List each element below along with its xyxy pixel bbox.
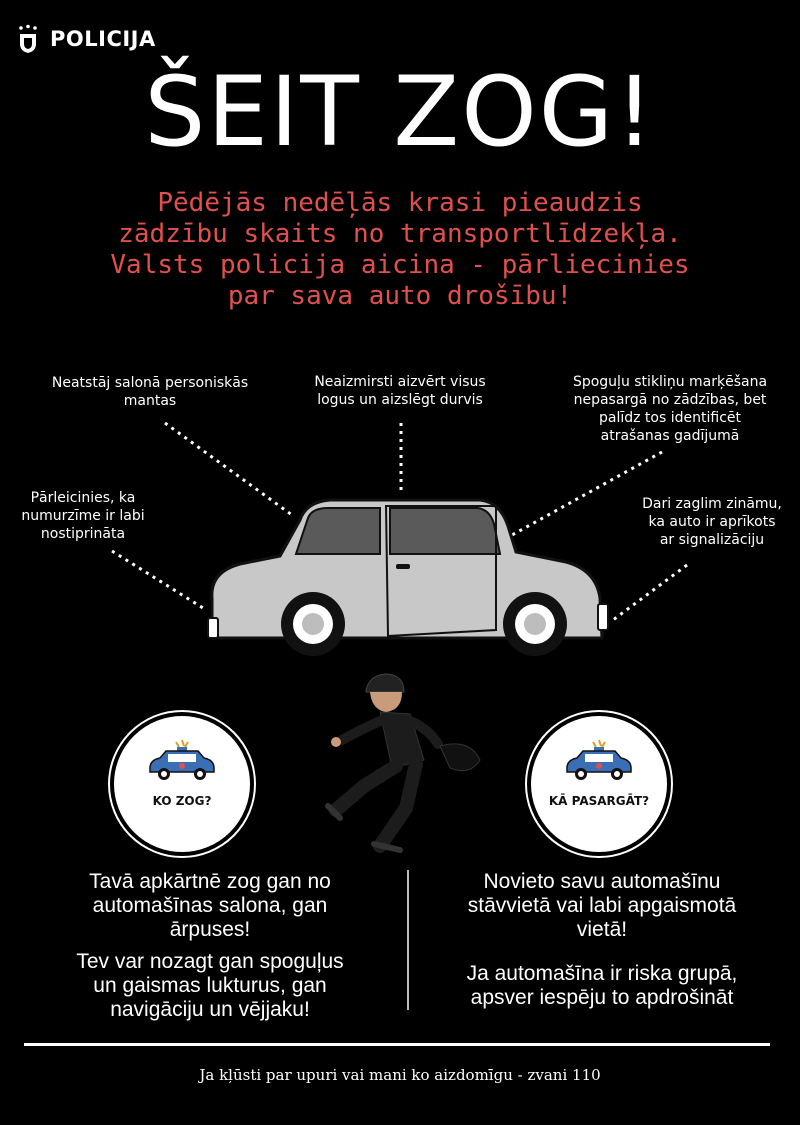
left-column-p1 bbox=[40, 870, 380, 942]
subtitle-line: zādzību skaits no transportlīdzekļa. bbox=[118, 219, 682, 249]
tip-line: mantas bbox=[123, 393, 177, 409]
tip-line: Spoguļu stikliņu marķēšana bbox=[572, 374, 768, 390]
page-title: ŠEIT ZOG! bbox=[144, 56, 656, 168]
tip-line: ar signalizāciju bbox=[659, 532, 765, 548]
text-line: ārpuses! bbox=[169, 918, 251, 941]
text-line: Novieto savu automašīnu bbox=[483, 870, 721, 893]
tip-line: Neaizmirsti aizvērt visus bbox=[314, 374, 486, 390]
tip-line: Pārleicinies, ka bbox=[30, 490, 136, 506]
subtitle-line: Pēdējās nedēļās krasi pieaudzis bbox=[157, 188, 643, 218]
tip-line: ka auto ir aprīkots bbox=[648, 514, 776, 530]
thief-illustration bbox=[320, 668, 490, 858]
ko-zog-label: KO ZOG? bbox=[152, 794, 212, 808]
police-car-icon bbox=[146, 738, 218, 784]
tip-line: palīdz tos identificēt bbox=[599, 410, 741, 426]
right-column-p2 bbox=[432, 962, 772, 1010]
pointer-line bbox=[112, 551, 203, 608]
footer-block bbox=[635, 1052, 692, 1102]
tip-line: numurzīme ir labi bbox=[21, 508, 145, 524]
tip-line: atrašanas gadījumā bbox=[600, 428, 740, 444]
ka-pasargat-label: KĀ PASARGĀT? bbox=[548, 794, 650, 808]
text-line: stāvvietā vai labi apgaismotā bbox=[467, 894, 737, 917]
text-line: apsver iespēju to apdrošināt bbox=[470, 986, 734, 1009]
text-line: automašīnas salona, gan bbox=[92, 894, 328, 917]
footer-text: Ja kļūsti par upuri vai mani ko aizdomīgu - zvani 110 bbox=[199, 1066, 601, 1084]
tip-line: nostiprināta bbox=[40, 526, 126, 542]
subtitle-line: par sava auto drošību! bbox=[227, 281, 573, 311]
right-column-p1 bbox=[432, 870, 772, 942]
ka-pasargat-badge bbox=[527, 712, 671, 856]
tip-line: logus un aizslēgt durvis bbox=[317, 392, 483, 408]
tip-line: nepasargā no zādzības, bet bbox=[573, 392, 767, 408]
text-line: Tev var nozagt gan spoguļus bbox=[76, 950, 344, 973]
left-column-p2 bbox=[40, 950, 380, 1022]
text-line: vietā! bbox=[576, 918, 628, 941]
police-car-icon bbox=[563, 738, 635, 784]
subtitle-line: Valsts policija aicina - pārliecinies bbox=[110, 250, 690, 280]
column-divider bbox=[407, 870, 409, 1010]
text-line: un gaismas lukturus, gan bbox=[93, 974, 327, 997]
footer-divider bbox=[24, 1043, 770, 1046]
logo-text: POLICIJA bbox=[50, 27, 156, 51]
text-line: Tavā apkārtnē zog gan no bbox=[89, 870, 331, 893]
pointer-line bbox=[613, 565, 687, 620]
text-line: Ja automašīna ir riska grupā, bbox=[466, 962, 738, 985]
car-illustration bbox=[200, 490, 620, 670]
tip-line: Dari zaglim zināmu, bbox=[642, 496, 782, 512]
text-line: navigāciju un vējjaku! bbox=[110, 998, 310, 1021]
ko-zog-badge bbox=[110, 712, 254, 856]
tip-line: Neatstāj salonā personiskās bbox=[51, 375, 249, 391]
